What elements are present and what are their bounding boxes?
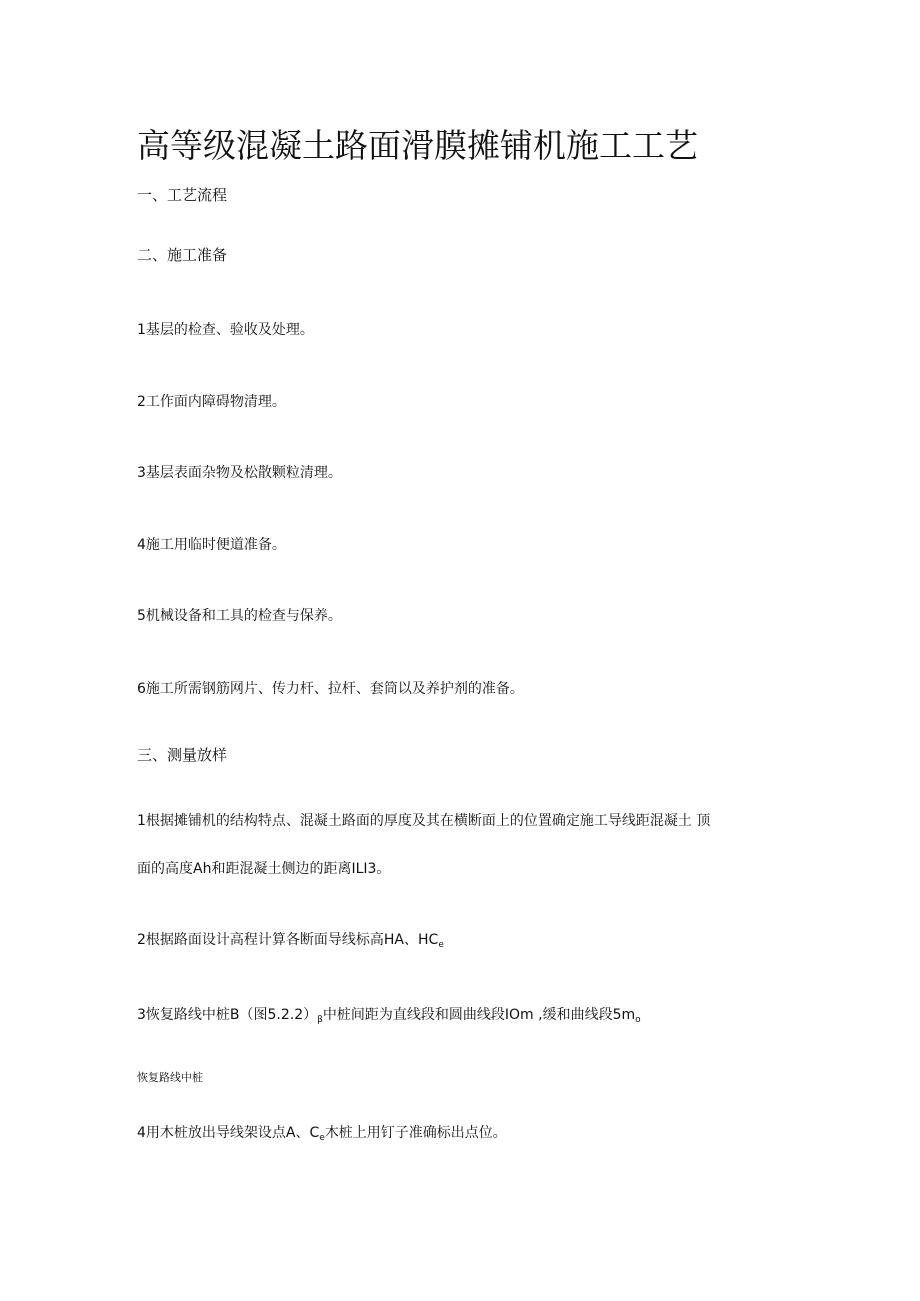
survey-item-2 <box>137 931 444 949</box>
section-heading-process: 一、工艺流程 <box>137 186 228 204</box>
survey-item-1-line-1: 1根据摊铺机的结构特点、混凝土路面的厚度及其在横断面上的位置确定施工导线距混凝土 顶 <box>137 813 711 829</box>
prep-item-6: 6施工所需钢筋网片、传力杆、拉杆、套筒以及养护剂的准备。 <box>137 681 524 697</box>
prep-item-5: 5机械设备和工具的检查与保养。 <box>137 608 342 624</box>
section-heading-preparation: 二、施工准备 <box>137 246 228 264</box>
survey-item-2-subscript: e <box>438 940 444 950</box>
section-heading-survey: 三、测量放样 <box>137 746 228 764</box>
prep-item-4: 4施工用临时便道准备。 <box>137 537 286 553</box>
prep-item-1: 1基层的检查、验收及处理。 <box>137 322 314 338</box>
survey-item-2-text: 2根据路面设计高程计算各断面导线标高HA、HC <box>137 932 439 948</box>
survey-item-3-text-a: 3恢复路线中桩B（图5.2.2） <box>137 1007 318 1023</box>
survey-item-4-text-b: 木桩上用钉子准确标出点位。 <box>324 1125 507 1141</box>
figure-caption: 恢复路线中桩 <box>137 1071 203 1084</box>
prep-item-3: 3基层表面杂物及松散颗粒清理。 <box>137 465 342 481</box>
survey-item-4-subscript: e <box>319 1133 325 1143</box>
survey-item-4 <box>137 1124 507 1142</box>
survey-item-3-text-b: 中桩间距为直线段和圆曲线段IOm ,缓和曲线段5m <box>322 1007 636 1023</box>
survey-item-1-line-2: 面的高度Ah和距混凝土侧边的距离ILI3。 <box>137 861 391 877</box>
document-title: 高等级混凝土路面滑膜摊铺机施工工艺 <box>137 126 698 165</box>
prep-item-2: 2工作面内障碍物清理。 <box>137 394 286 410</box>
survey-item-3-end-subscript: o <box>635 1015 641 1025</box>
survey-item-3-subscript: β <box>317 1015 323 1025</box>
survey-item-4-text-a: 4用木桩放出导线架设点A、C <box>137 1125 320 1141</box>
survey-item-3 <box>137 1006 641 1024</box>
